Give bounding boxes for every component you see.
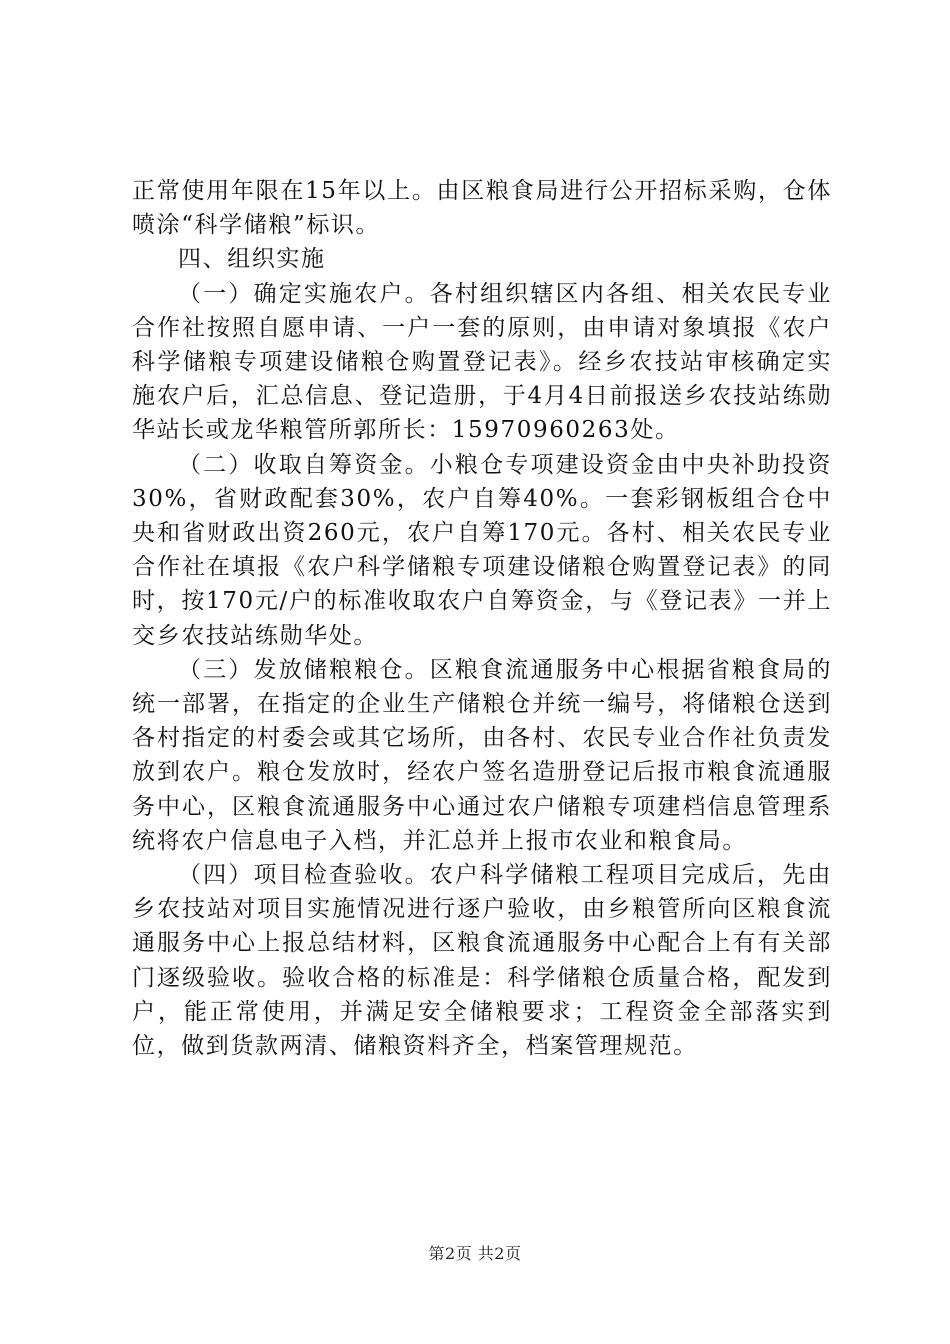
paragraph-inspection-acceptance: （四）项目检查验收。农户科学储粮工程项目完成后，先由乡农技站对项目实施情况进行逐户验收，由乡粮管所向区粮食流通服务中心上报总结材料，区粮食流通服务中心配合上有有关部门逐级验收。验收合格的标准是：科学储粮仓质量合格，配发到户，能正常使用，并满足安全储粮要求；工程资金全部落实到位，做到货款两清、储粮资料齐全，档案管理规范。	[132, 862, 832, 1060]
paragraph-determine-households: （一）确定实施农户。各村组织辖区内各组、相关农民专业合作社按照自愿申请、一户一套的原则，由申请对象填报《农户科学储粮专项建设储粮仓购置登记表》。经乡农技站审核确定实施农户后，汇总信息、登记造册，于4月4日前报送乡农技站练勋华站长或龙华粮管所郭所长：15970960263处。	[132, 280, 832, 444]
document-body	[132, 174, 832, 1063]
paragraph-distribute-granaries: （三）发放储粮粮仓。区粮食流通服务中心根据省粮食局的统一部署，在指定的企业生产储粮仓并统一编号，将储粮仓送到各村指定的村委会或其它场所，由各村、农民专业合作社负责发放到农户。粮仓发放时，经农户签名造册登记后报市粮食流通服务中心，区粮食流通服务中心通过农户储粮专项建档信息管理系统将农户信息电子入档，并汇总并上报市农业和粮食局。	[132, 656, 832, 854]
paragraph-continuation: 正常使用年限在15年以上。由区粮食局进行公开招标采购，仓体喷涂“科学储粮”标识。	[132, 178, 832, 239]
paragraph-collect-funds: （二）收取自筹资金。小粮仓专项建设资金由中央补助投资30%，省财政配套30%，农户自筹40%。一套彩钢板组合仓中央和省财政出资260元，农户自筹170元。各村、相关农民专业合作社在填报《农户科学储粮专项建设储粮仓购置登记表》的同时，按170元/户的标准收取农户自筹资金，与《登记表》一并上交乡农技站练勋华处。	[132, 451, 832, 649]
page-footer: 第2页 共2页	[428, 1244, 522, 1263]
section-heading: 四、组织实施	[178, 246, 326, 273]
